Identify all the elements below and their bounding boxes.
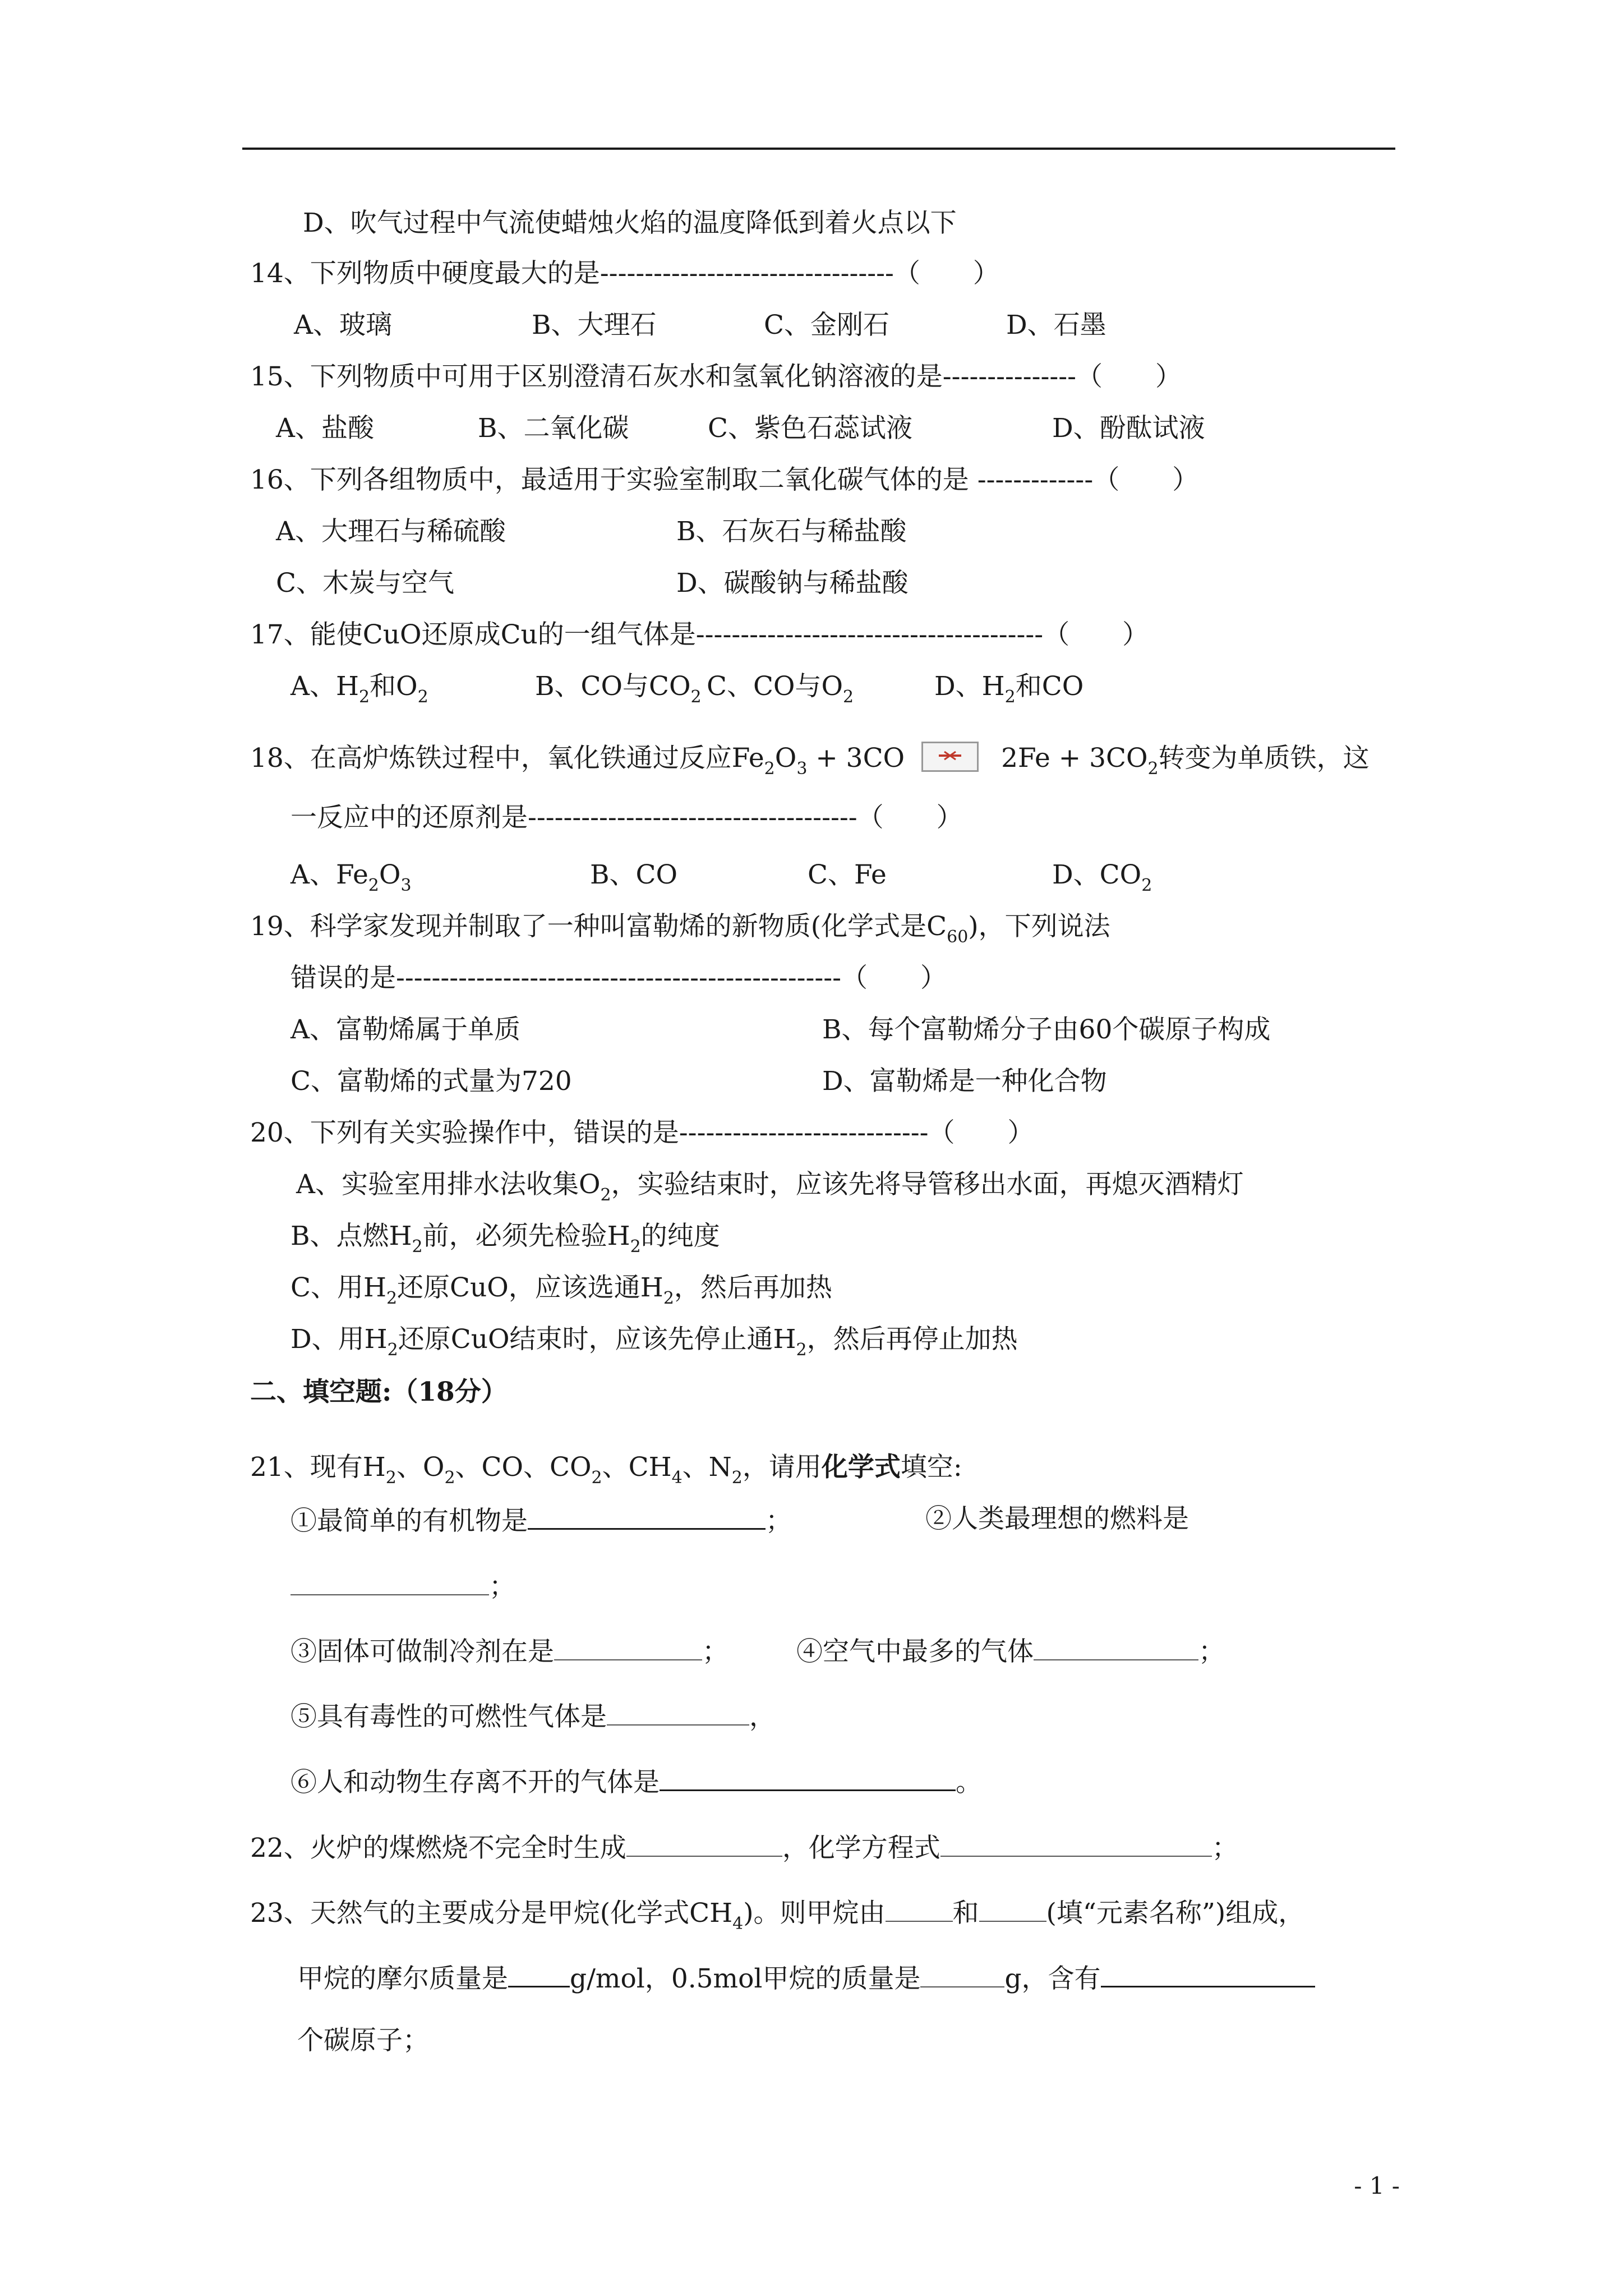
q17-option-b: B、CO与$CO_2$ (535, 671, 702, 707)
q19-option-c: C、富勒烯的式量为720 (291, 1066, 572, 1097)
answer-blank[interactable] (607, 1699, 749, 1726)
q18-option-d: D、$CO_2$ (1052, 859, 1152, 895)
q23-stem: 23、天然气的主要成分是甲烷(化学式$CH_4$)。则甲烷由 和 (填“元素名称”)组成， (250, 1895, 1304, 1934)
section-2-heading: 二、填空题:（18分） (250, 1377, 508, 1407)
q21-item-6: ⑥人和动物生存离不开的气体是 。 (291, 1764, 982, 1800)
q15-option-c: C、紫色石蕊试液 (708, 413, 912, 444)
q18-stem: 18、在高炉炼铁过程中，氧化铁通过反应$Fe_2O_3 + 3CO$ $2Fe + 3CO_2$转变为单质铁，这 (250, 743, 1370, 779)
answer-blank[interactable] (554, 1634, 702, 1660)
q19-option-b: B、每个富勒烯分子由60个碳原子构成 (822, 1014, 1271, 1045)
q20-option-d: D、用$H_2$还原CuO结束时，应该先停止通$H_2$，然后再停止加热 (291, 1324, 1018, 1360)
answer-blank[interactable] (920, 1961, 1004, 1987)
q14-option-d: D、石墨 (1006, 310, 1106, 341)
q15-option-d: D、酚酞试液 (1052, 413, 1205, 444)
q16-option-c: C、木炭与空气 (276, 568, 454, 599)
answer-blank[interactable] (508, 1960, 570, 1987)
q23-line-3: 个碳原子； (297, 2025, 429, 2056)
q20-option-a: A、实验室用排水法收集$O_2$，实验结束时，应该先将导管移出水面，再熄灭酒精灯 (296, 1169, 1244, 1205)
q16-stem: 16、下列各组物质中，最适用于实验室制取二氧化碳气体的是 -------------（ ） (250, 464, 1199, 495)
answer-blank[interactable] (979, 1895, 1046, 1922)
page-number: - 1 - (1354, 2172, 1400, 2200)
q14-option-a: A、玻璃 (294, 310, 392, 341)
q15-stem: 15、下列物质中可用于区别澄清石灰水和氢氧化钠溶液的是---------------（ ） (250, 361, 1182, 392)
q18-option-a: A、$Fe_2O_3$ (291, 859, 412, 895)
q18-option-c: C、Fe (808, 859, 887, 890)
q21-item-2-answer: ； (291, 1568, 515, 1604)
broken-image-icon (937, 750, 963, 761)
q21-item-4: ④空气中最多的气体 ； (796, 1634, 1225, 1669)
q14-option-c: C、金刚石 (764, 310, 889, 341)
q16-option-b: B、石灰石与稀盐酸 (676, 516, 907, 547)
q16-option-d: D、碳酸钠与稀盐酸 (676, 568, 909, 599)
q20-option-c: C、用$H_2$还原CuO，应该选通$H_2$，然后再加热 (291, 1272, 832, 1308)
q19-option-d: D、富勒烯是一种化合物 (822, 1066, 1107, 1097)
q15-option-a: A、盐酸 (276, 413, 374, 444)
q15-option-b: B、二氧化碳 (478, 413, 629, 444)
reaction-condition-image (921, 742, 979, 772)
answer-blank[interactable] (291, 1568, 489, 1595)
q17-option-a: A、$H_2$和$O_2$ (291, 671, 428, 707)
q19-stem-line2: 错误的是--------------------------------------------------（ ） (291, 963, 947, 993)
q19-stem: 19、科学家发现并制取了一种叫富勒烯的新物质(化学式是$C_{60}$)，下列说法 (250, 911, 1110, 947)
answer-blank[interactable] (626, 1830, 782, 1857)
q21-item-5: ⑤具有毒性的可燃性气体是 ， (291, 1699, 776, 1734)
q17-option-d: D、$H_2$和CO (934, 671, 1084, 707)
q21-stem: 21、现有$H_2$、$O_2$、CO、$CO_2$、$CH_4$、$N_2$，请用化学式填空: (250, 1452, 962, 1488)
answer-blank[interactable] (660, 1764, 956, 1791)
q14-stem: 14、下列物质中硬度最大的是---------------------------------（ ） (250, 258, 999, 289)
q17-option-c: C、CO与$O_2$ (707, 671, 854, 707)
q19-option-a: A、富勒烯属于单质 (291, 1014, 520, 1045)
header-rule (242, 148, 1395, 150)
q20-option-b: B、点燃$H_2$前，必须先检验$H_2$的纯度 (291, 1221, 720, 1257)
q13-option-d: D、吹气过程中气流使蜡烛火焰的温度降低到着火点以下 (303, 208, 957, 238)
q14-option-b: B、大理石 (532, 310, 657, 341)
q16-option-a: A、大理石与稀硫酸 (276, 516, 506, 547)
answer-blank[interactable] (940, 1830, 1212, 1857)
q22-stem: 22、火炉的煤燃烧不完全时生成 ，化学方程式 ； (250, 1830, 1238, 1865)
answer-blank[interactable] (1034, 1634, 1198, 1660)
answer-blank[interactable] (1101, 1960, 1315, 1987)
q20-stem: 20、下列有关实验操作中，错误的是----------------------------（ ） (250, 1117, 1034, 1148)
q23-line-2: 甲烷的摩尔质量是 g/mol，0.5mol甲烷的质量是 g，含有 (297, 1960, 1315, 1996)
q21-item-3: ③固体可做制冷剂在是 ； (291, 1634, 728, 1669)
answer-blank[interactable] (886, 1895, 953, 1922)
q21-item-1: ①最简单的有机物是 ； (291, 1502, 792, 1538)
q21-item-2: ②人类最理想的燃料是 (925, 1503, 1189, 1534)
q18-option-b: B、CO (590, 859, 678, 890)
answer-blank[interactable] (528, 1502, 766, 1530)
q17-stem: 17、能使CuO还原成Cu的一组气体是---------------------------------------（ ） (250, 619, 1149, 650)
q18-stem-line2: 一反应中的还原剂是-------------------------------------（ ） (291, 802, 963, 833)
